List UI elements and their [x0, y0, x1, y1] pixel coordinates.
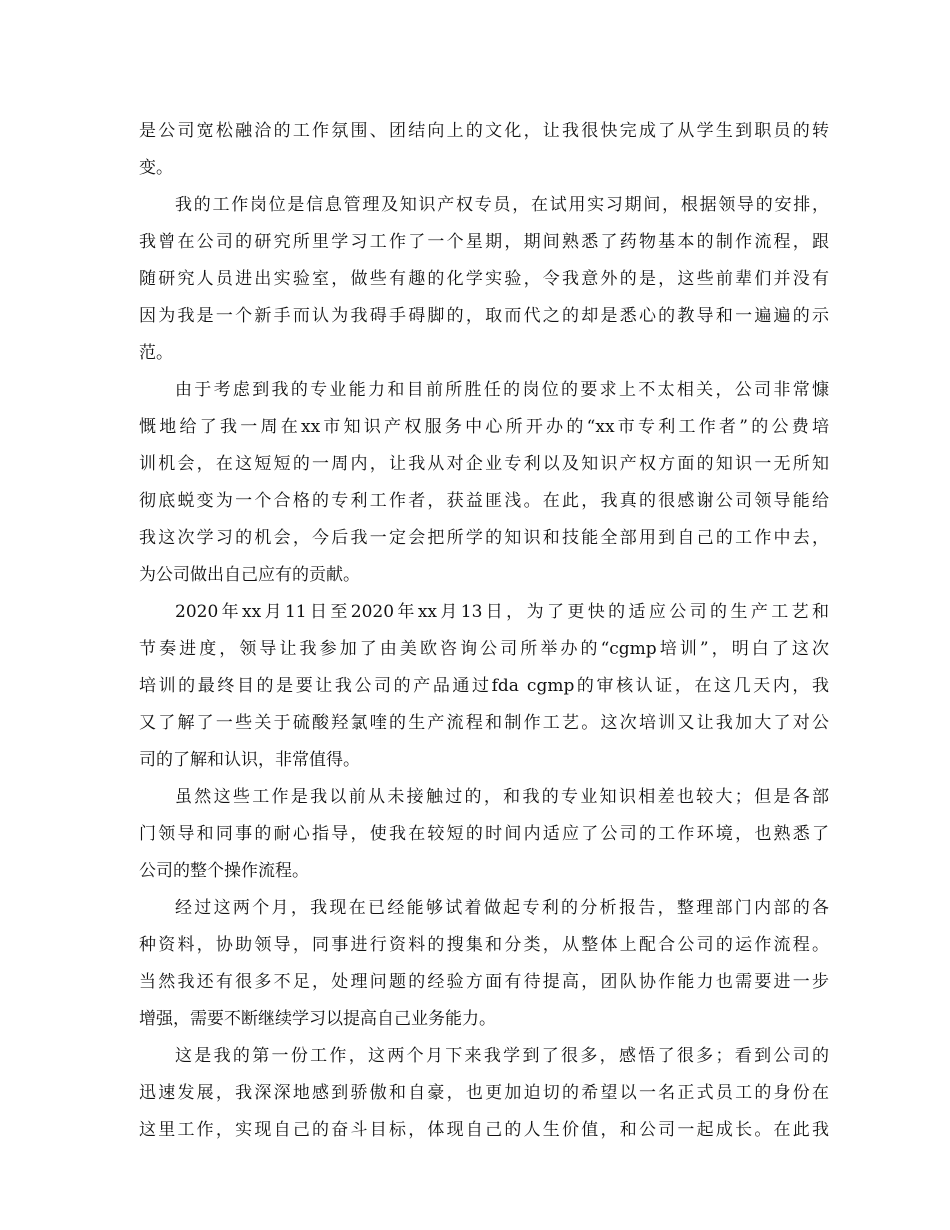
text-line: 训机会，在这短短的一周内，让我从对企业专利以及知识产权方面的知识一无所知: [139, 454, 829, 474]
text-line: 培训的最终目的是要让我公司的产品通过fda cgmp的审核认证，在这几天内，我: [139, 676, 829, 696]
paragraph-first-line: 经过这两个月，我现在已经能够试着做起专利的分析报告，整理部门内部的各: [175, 898, 829, 918]
text-line: 慨地给了我一周在xx市知识产权服务中心所开办的“xx市专利工作者”的公费培: [139, 417, 829, 437]
text-line: 节奏进度，领导让我参加了由美欧咨询公司所举办的“cgmp培训”，明白了这次: [139, 639, 829, 659]
text-line: 当然我还有很多不足，处理问题的经验方面有待提高，团队协作能力也需要进一步: [139, 972, 829, 992]
text-line: 因为我是一个新手而认为我碍手碍脚的，取而代之的却是悉心的教导和一遍遍的示: [139, 306, 829, 326]
text-line: 随研究人员进出实验室，做些有趣的化学实验，令我意外的是，这些前辈们并没有: [139, 269, 829, 289]
text-line: 变。: [139, 158, 173, 178]
text-line: 范。: [139, 343, 173, 363]
paragraph-first-line: 由于考虑到我的专业能力和目前所胜任的岗位的要求上不太相关，公司非常慷: [175, 380, 829, 400]
text-line: 这里工作，实现自己的奋斗目标，体现自己的人生价值，和公司一起成长。在此我: [139, 1120, 829, 1140]
text-line: 迅速发展，我深深地感到骄傲和自豪，也更加迫切的希望以一名正式员工的身份在: [139, 1083, 829, 1103]
text-line: 公司的整个操作流程。: [139, 861, 309, 881]
text-line: 为公司做出自己应有的贡献。: [139, 565, 360, 585]
text-line: 又了解了一些关于硫酸羟氯喹的生产流程和制作工艺。这次培训又让我加大了对公: [139, 713, 829, 733]
text-line: 门领导和同事的耐心指导，使我在较短的时间内适应了公司的工作环境，也熟悉了: [139, 824, 829, 844]
text-line: 司的了解和认识，非常值得。: [139, 750, 360, 770]
text-line: 种资料，协助领导，同事进行资料的搜集和分类，从整体上配合公司的运作流程。: [139, 935, 829, 955]
paragraph-first-line: 我的工作岗位是信息管理及知识产权专员，在试用实习期间，根据领导的安排，: [175, 195, 829, 215]
document-body: [139, 113, 829, 1149]
paragraph-first-line: 2020年xx月11日至2020年xx月13日，为了更快的适应公司的生产工艺和: [175, 602, 829, 622]
paragraph-first-line: 虽然这些工作是我以前从未接触过的，和我的专业知识相差也较大；但是各部: [175, 787, 829, 807]
text-line: 彻底蜕变为一个合格的专利工作者，获益匪浅。在此，我真的很感谢公司领导能给: [139, 491, 829, 511]
text-line: 是公司宽松融洽的工作氛围、团结向上的文化，让我很快完成了从学生到职员的转: [139, 121, 829, 141]
text-line: 我曾在公司的研究所里学习工作了一个星期，期间熟悉了药物基本的制作流程，跟: [139, 232, 829, 252]
text-line: 增强，需要不断继续学习以提高自己业务能力。: [139, 1009, 496, 1029]
text-line: 我这次学习的机会，今后我一定会把所学的知识和技能全部用到自己的工作中去，: [139, 528, 829, 548]
paragraph-first-line: 这是我的第一份工作，这两个月下来我学到了很多，感悟了很多；看到公司的: [175, 1046, 829, 1066]
